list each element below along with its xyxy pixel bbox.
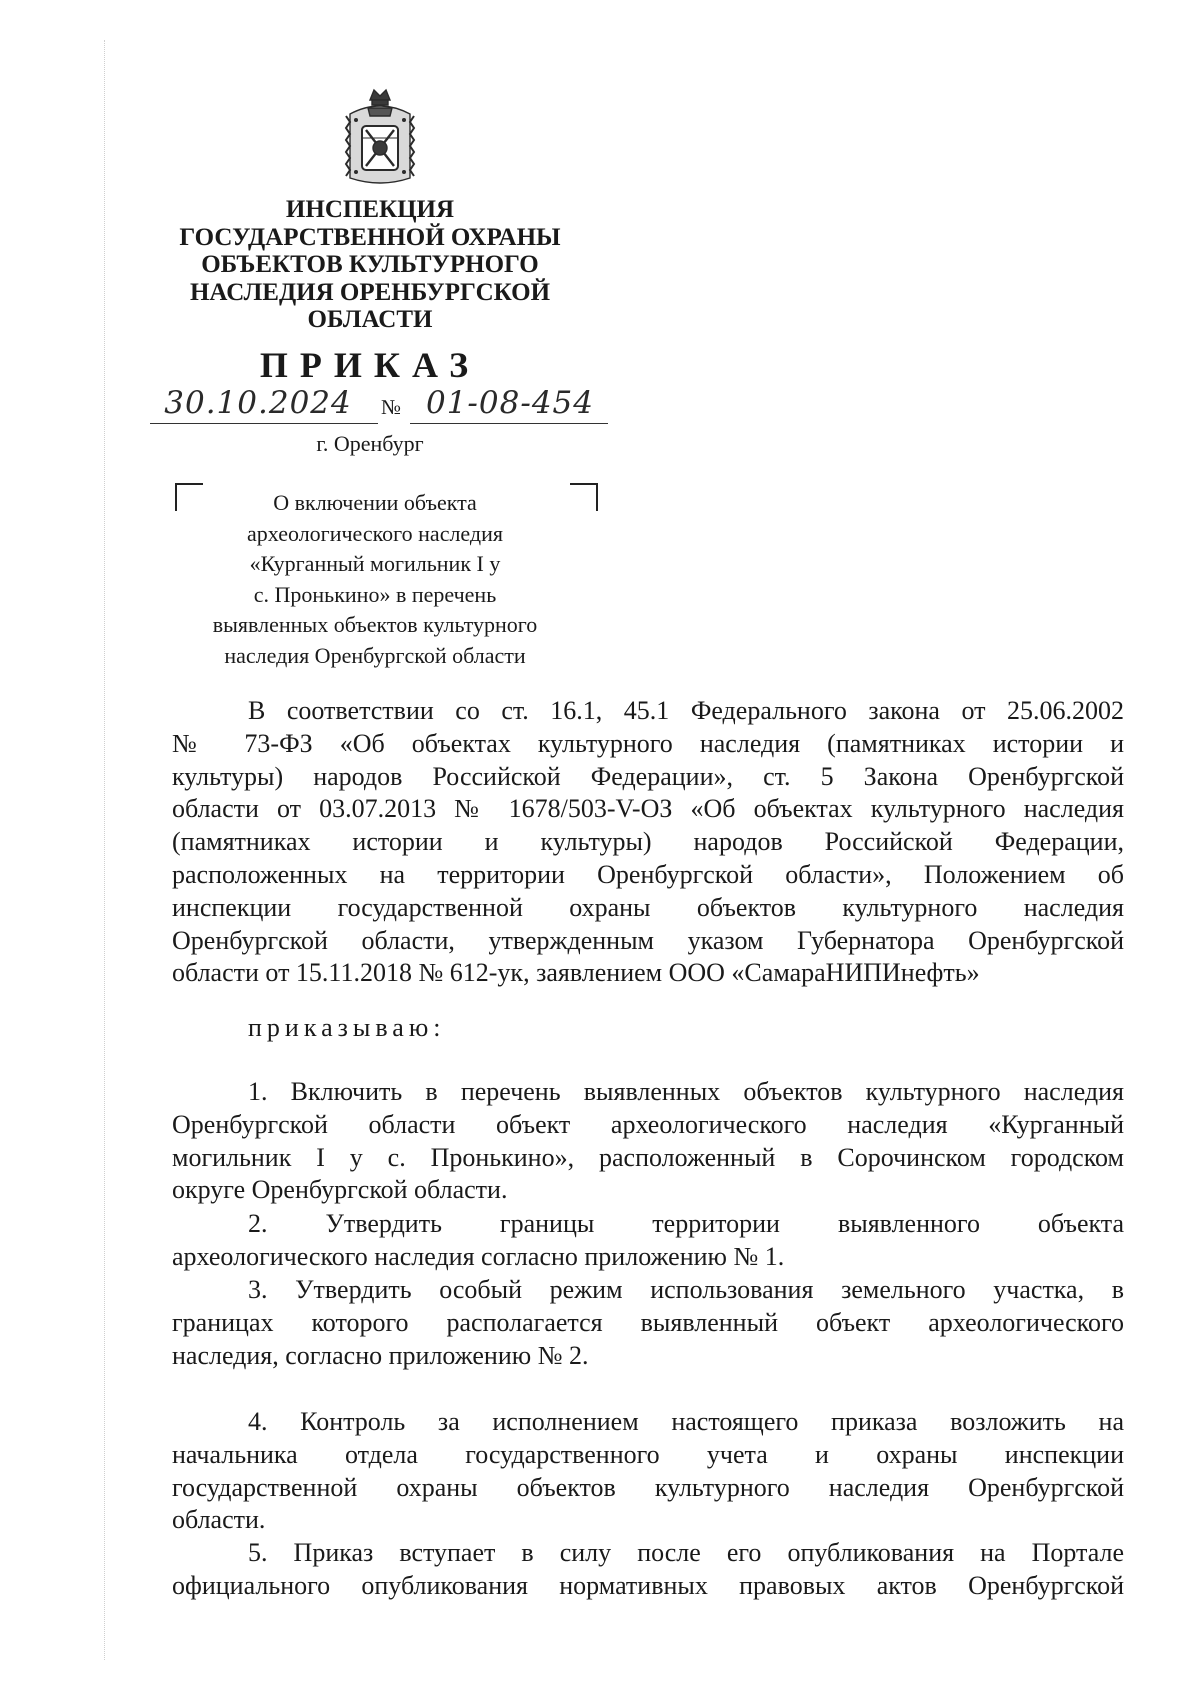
order-date: 30.10.2024 <box>164 385 352 421</box>
order-subject <box>190 488 560 672</box>
item-line: Оренбургской области объект археологического наследия «Курганный <box>172 1109 1124 1139</box>
order-item-3 <box>172 1274 1124 1372</box>
item-line: могильник I у с. Пронькино», расположенный в Сорочинском городском <box>172 1142 1124 1172</box>
subject-line: выявленных объектов культурного <box>212 612 538 638</box>
city: г. Оренбург <box>316 431 424 456</box>
preamble-line: расположенных на территории Оренбургской области», Положением об <box>172 859 1124 889</box>
preamble-line: № 73-ФЗ «Об объектах культурного наследия (памятниках истории и <box>172 728 1124 758</box>
subject-line: О включении объекта <box>273 490 477 515</box>
item-line: начальника отдела государственного учета и охраны инспекции <box>172 1439 1124 1469</box>
subject-line: археологического наследия <box>247 520 503 546</box>
item-line: наследия, согласно приложению № 2. <box>172 1340 589 1370</box>
coat-of-arms-icon <box>340 86 420 188</box>
org-line: ГОСУДАРСТВЕННОЙ ОХРАНЫ <box>179 223 561 251</box>
org-line: ОБЛАСТИ <box>307 306 433 333</box>
order-item-4 <box>172 1406 1124 1537</box>
scan-margin-dots <box>104 40 111 1660</box>
org-line: НАСЛЕДИЯ ОРЕНБУРГСКОЙ <box>189 278 551 306</box>
number-sign: № <box>381 395 402 419</box>
preamble-line: (памятниках истории и культуры) народов Российской Федерации, <box>172 827 1124 857</box>
item-line: 1. Включить в перечень выявленных объектов культурного наследия <box>248 1077 1124 1106</box>
order-item-5 <box>172 1537 1124 1603</box>
item-line: археологического наследия согласно приложению № 1. <box>172 1241 785 1271</box>
item-line: округе Оренбургской области. <box>172 1175 508 1205</box>
document-type-title: ПРИКАЗ <box>259 345 481 385</box>
organization-name <box>150 196 590 334</box>
order-word-text: приказываю: <box>248 1013 446 1042</box>
item-line: 4. Контроль за исполнением настоящего приказа возложить на <box>248 1407 1124 1436</box>
preamble-paragraph <box>172 695 1124 990</box>
subject-bracket-right <box>570 483 598 511</box>
preamble-line: области от 15.11.2018 № 612-ук, заявлением ООО «СамараНИПИнефть» <box>172 958 980 988</box>
item-line: государственной охраны объектов культурного наследия Оренбургской <box>172 1472 1124 1502</box>
order-item-1 <box>172 1076 1124 1207</box>
order-word <box>172 1012 1124 1045</box>
preamble-line: области от 03.07.2013 № 1678/503-V-ОЗ «Об объектах культурного наследия <box>172 794 1124 824</box>
org-line: ОБЪЕКТОВ КУЛЬТУРНОГО <box>201 251 539 278</box>
preamble-line: инспекции государственной охраны объектов культурного наследия <box>172 892 1124 922</box>
item-line: 3. Утвердить особый режим использования земельного участка, в <box>248 1275 1124 1304</box>
subject-line: наследия Оренбургской области <box>224 642 526 668</box>
org-line: ИНСПЕКЦИЯ <box>285 196 455 223</box>
subject-line: «Курганный могильник I у <box>249 551 501 577</box>
item-line: области. <box>172 1505 266 1535</box>
preamble-line: Оренбургской области, утвержденным указом Губернатора Оренбургской <box>172 925 1124 955</box>
item-line: официального опубликования нормативных правовых актов Оренбургской <box>172 1570 1124 1600</box>
subject-line: с. Пронькино» в перечень <box>253 581 497 607</box>
item-line: границах которого располагается выявленный объект археологического <box>172 1307 1124 1337</box>
preamble-line: культуры) народов Российской Федерации», ст. 5 Закона Оренбургской <box>172 761 1124 791</box>
item-line: 5. Приказ вступает в силу после его опубликования на Портале <box>248 1538 1124 1567</box>
order-number: 01-08-454 <box>425 385 594 421</box>
date-underline <box>150 423 378 424</box>
item-line: 2. Утвердить границы территории выявленного объекта <box>248 1209 1124 1238</box>
preamble-line: В соответствии со ст. 16.1, 45.1 Федерального закона от 25.06.2002 <box>248 696 1124 725</box>
number-underline <box>410 423 608 424</box>
order-item-2 <box>172 1208 1124 1274</box>
